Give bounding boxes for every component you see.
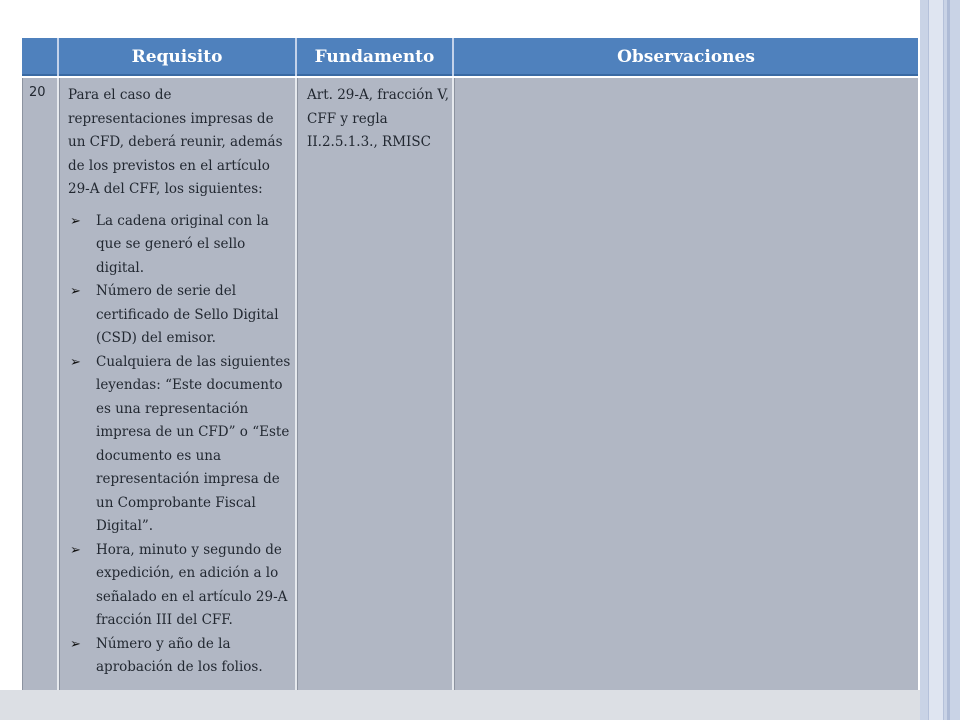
cell-requisito	[59, 78, 297, 690]
requisito-content	[68, 84, 292, 680]
cell-observaciones	[454, 78, 918, 690]
cell-fundamento	[297, 78, 454, 690]
row-number: 20	[29, 85, 46, 100]
list-item	[68, 280, 292, 351]
arrow-bullet-icon: ➢	[70, 213, 81, 229]
bullet-text: La cadena original con la que se generó el sello digital.	[96, 212, 269, 276]
fundamento-text: Art. 29-A, fracción V, CFF y regla II.2.5.1.3., RMISC	[307, 87, 450, 150]
table-row	[22, 78, 918, 690]
header-requisito: Requisito	[59, 38, 297, 76]
slide-right-decoration-inner	[928, 0, 944, 720]
arrow-bullet-icon: ➢	[70, 636, 81, 652]
header-observaciones: Observaciones	[454, 38, 918, 76]
bullet-text: Cualquiera de las siguientes leyendas: “Este documento es una representación impresa de un CFD” o “Este documento es una representación impresa de un Comprobante Fiscal Digital”.	[96, 353, 291, 534]
header-fundamento: Fundamento	[297, 38, 454, 76]
header-number	[22, 38, 59, 76]
bullet-text: Número y año de la aprobación de los folios.	[96, 635, 263, 675]
list-item	[68, 210, 292, 281]
cell-number	[22, 78, 59, 690]
arrow-bullet-icon: ➢	[70, 354, 81, 370]
table-header-row	[22, 38, 918, 76]
slide-right-decoration-line	[947, 0, 950, 720]
list-item	[68, 351, 292, 539]
slide-bottom-band	[0, 690, 920, 720]
list-item	[68, 539, 292, 633]
arrow-bullet-icon: ➢	[70, 284, 81, 299]
requirements-table	[22, 38, 918, 690]
arrow-bullet-icon: ➢	[70, 542, 81, 558]
bullet-text: Hora, minuto y segundo de expedición, en adición a lo señalado en el artículo 29-A fracción III del CFF.	[96, 541, 288, 628]
bullet-text: Número de serie del certificado de Sello Digital (CSD) del emisor.	[96, 283, 279, 346]
list-item	[68, 633, 292, 680]
requisito-bullet-list	[68, 210, 292, 680]
requisito-intro: Para el caso de representaciones impresas de un CFD, deberá reunir, además de los previstos en el artículo 29-A del CFF, los siguientes:	[68, 87, 283, 197]
